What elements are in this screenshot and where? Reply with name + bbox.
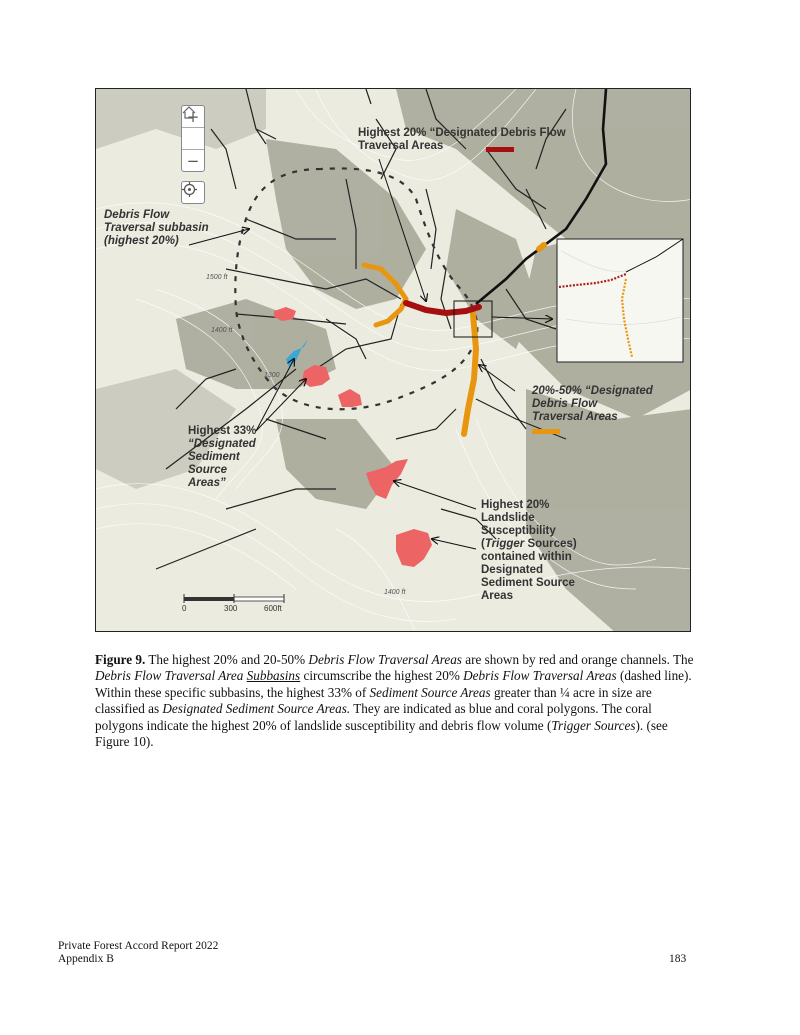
page-number: 183 (669, 953, 687, 965)
label-subbasin: Debris Flow Traversal subbasin (highest 20%) (104, 209, 209, 247)
zoom-in-button[interactable]: + (182, 106, 204, 128)
scale-label: 600ft (264, 604, 282, 613)
label-highest-20-traversal: Highest 20% “Designated Debris Flow Traversal Areas (358, 127, 566, 152)
contour-label: 1400 ft (211, 327, 233, 334)
contour-label: 1400 ft (384, 589, 406, 596)
map-figure (95, 88, 691, 632)
label-sediment-source: Highest 33% “Designated Sediment Source Areas” (188, 425, 257, 489)
label-landslide: Highest 20% Landslide Susceptibility (Trigger Sources) contained within Designated Sediment Source Areas (481, 499, 577, 602)
scale-label: 300 (224, 604, 238, 613)
home-icon[interactable] (182, 128, 204, 150)
legend-orange-swatch (532, 429, 560, 434)
contour-label: 1500 ft (206, 274, 228, 281)
footer-appendix: Appendix B (58, 952, 114, 965)
label-20-50-traversal: 20%-50% “Designated Debris Flow Traversal Areas (532, 385, 653, 423)
scale-label: 0 (182, 604, 187, 613)
inset-zoom (557, 239, 683, 362)
zoom-control (181, 105, 205, 172)
footer-report-title: Private Forest Accord Report 2022 (58, 940, 219, 952)
zoom-out-button[interactable]: − (186, 151, 200, 170)
footer (58, 940, 218, 965)
contour-label: 1300 (264, 372, 280, 379)
locate-icon[interactable] (181, 181, 205, 204)
figure-caption: Figure 9. The highest 20% and 20-50% Debris Flow Traversal Areas are shown by red and orange channels. The Debris Flow Traversal Area Subbasins circumscribe the highest 20% Debris Flow Traversal Areas (dashed line). Within these specific subbasins, the highest 33% of Sediment Source Areas greater than ¼ acre in size are classified as Designated Sediment Source Areas. They are indicated as blue and coral polygons. The coral polygons indicate the highest 20% of landslide susceptibility and debris flow volume (Trigger Sources). (see Figure 10). (95, 652, 694, 750)
